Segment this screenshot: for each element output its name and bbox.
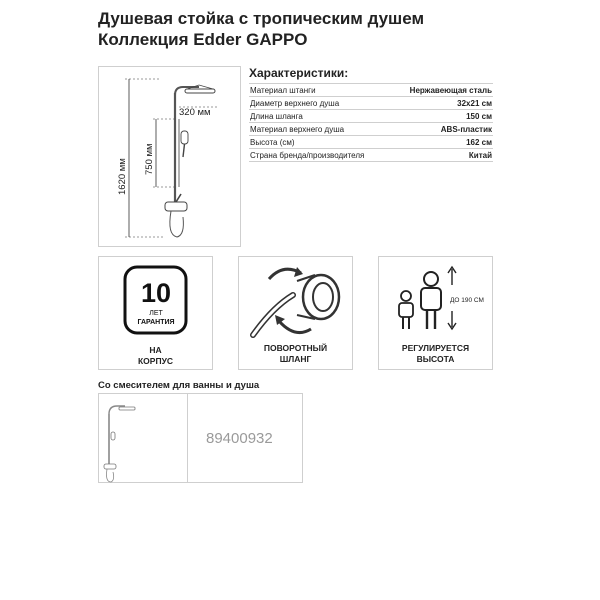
spec-label: Страна бренда/производителя bbox=[249, 149, 390, 162]
height-feature-box bbox=[378, 256, 493, 370]
warranty-label: НА КОРПУС bbox=[137, 345, 173, 366]
warranty-badge bbox=[99, 257, 214, 347]
spec-label: Материал верхнего душа bbox=[249, 123, 390, 136]
height-label: РЕГУЛИРУЕТСЯ ВЫСОТА bbox=[401, 343, 470, 364]
specs-heading: Характеристики: bbox=[249, 66, 349, 80]
shower-stand-drawing bbox=[99, 67, 242, 248]
product-thumbnail-icon bbox=[99, 394, 189, 484]
spec-value: ABS-пластик bbox=[390, 123, 493, 136]
hose-feature-box bbox=[238, 256, 353, 370]
specs-table bbox=[249, 83, 493, 162]
spec-label: Длина шланга bbox=[249, 110, 390, 123]
dimension-drawing-box bbox=[98, 66, 241, 247]
spec-label: Диаметр верхнего душа bbox=[249, 97, 390, 110]
spec-label: Материал штанги bbox=[249, 84, 390, 97]
spec-value: Китай bbox=[390, 149, 493, 162]
up-arrow-icon bbox=[448, 267, 456, 285]
hose-icon bbox=[239, 257, 354, 347]
spec-label: Высота (см) bbox=[249, 136, 390, 149]
height-range: ДО 190 СМ bbox=[450, 297, 484, 304]
title-line-1: Душевая стойка с тропическим душем bbox=[98, 9, 425, 28]
spec-row bbox=[249, 123, 493, 136]
warranty-feature-box bbox=[98, 256, 213, 370]
warranty-sub1: ЛЕТ bbox=[149, 310, 163, 317]
height-slide-label: 750 мм bbox=[144, 143, 155, 175]
head-width-label: 320 мм bbox=[179, 107, 211, 118]
people-height-icon bbox=[379, 257, 494, 347]
title-line-2: Коллекция Edder GAPPO bbox=[98, 30, 308, 49]
spec-row bbox=[249, 110, 493, 123]
spec-row bbox=[249, 84, 493, 97]
hose-label: ПОВОРОТНЫЙ ШЛАНГ bbox=[263, 343, 328, 364]
spec-row bbox=[249, 97, 493, 110]
product-thumbnail-box bbox=[98, 393, 188, 483]
product-code: 89400932 bbox=[206, 430, 273, 447]
spec-value: Нержавеющая сталь bbox=[390, 84, 493, 97]
spec-value: 32x21 см bbox=[390, 97, 493, 110]
section-label: Со смесителем для ванны и душа bbox=[98, 380, 260, 391]
height-total-label: 1620 мм bbox=[117, 158, 128, 195]
spec-row bbox=[249, 136, 493, 149]
spec-row bbox=[249, 149, 493, 162]
down-arrow-icon bbox=[448, 311, 456, 329]
warranty-sub2: ГАРАНТИЯ bbox=[137, 319, 175, 326]
warranty-number: 10 bbox=[140, 278, 172, 308]
spec-value: 162 см bbox=[390, 136, 493, 149]
spec-value: 150 см bbox=[390, 110, 493, 123]
page-title bbox=[98, 8, 518, 50]
